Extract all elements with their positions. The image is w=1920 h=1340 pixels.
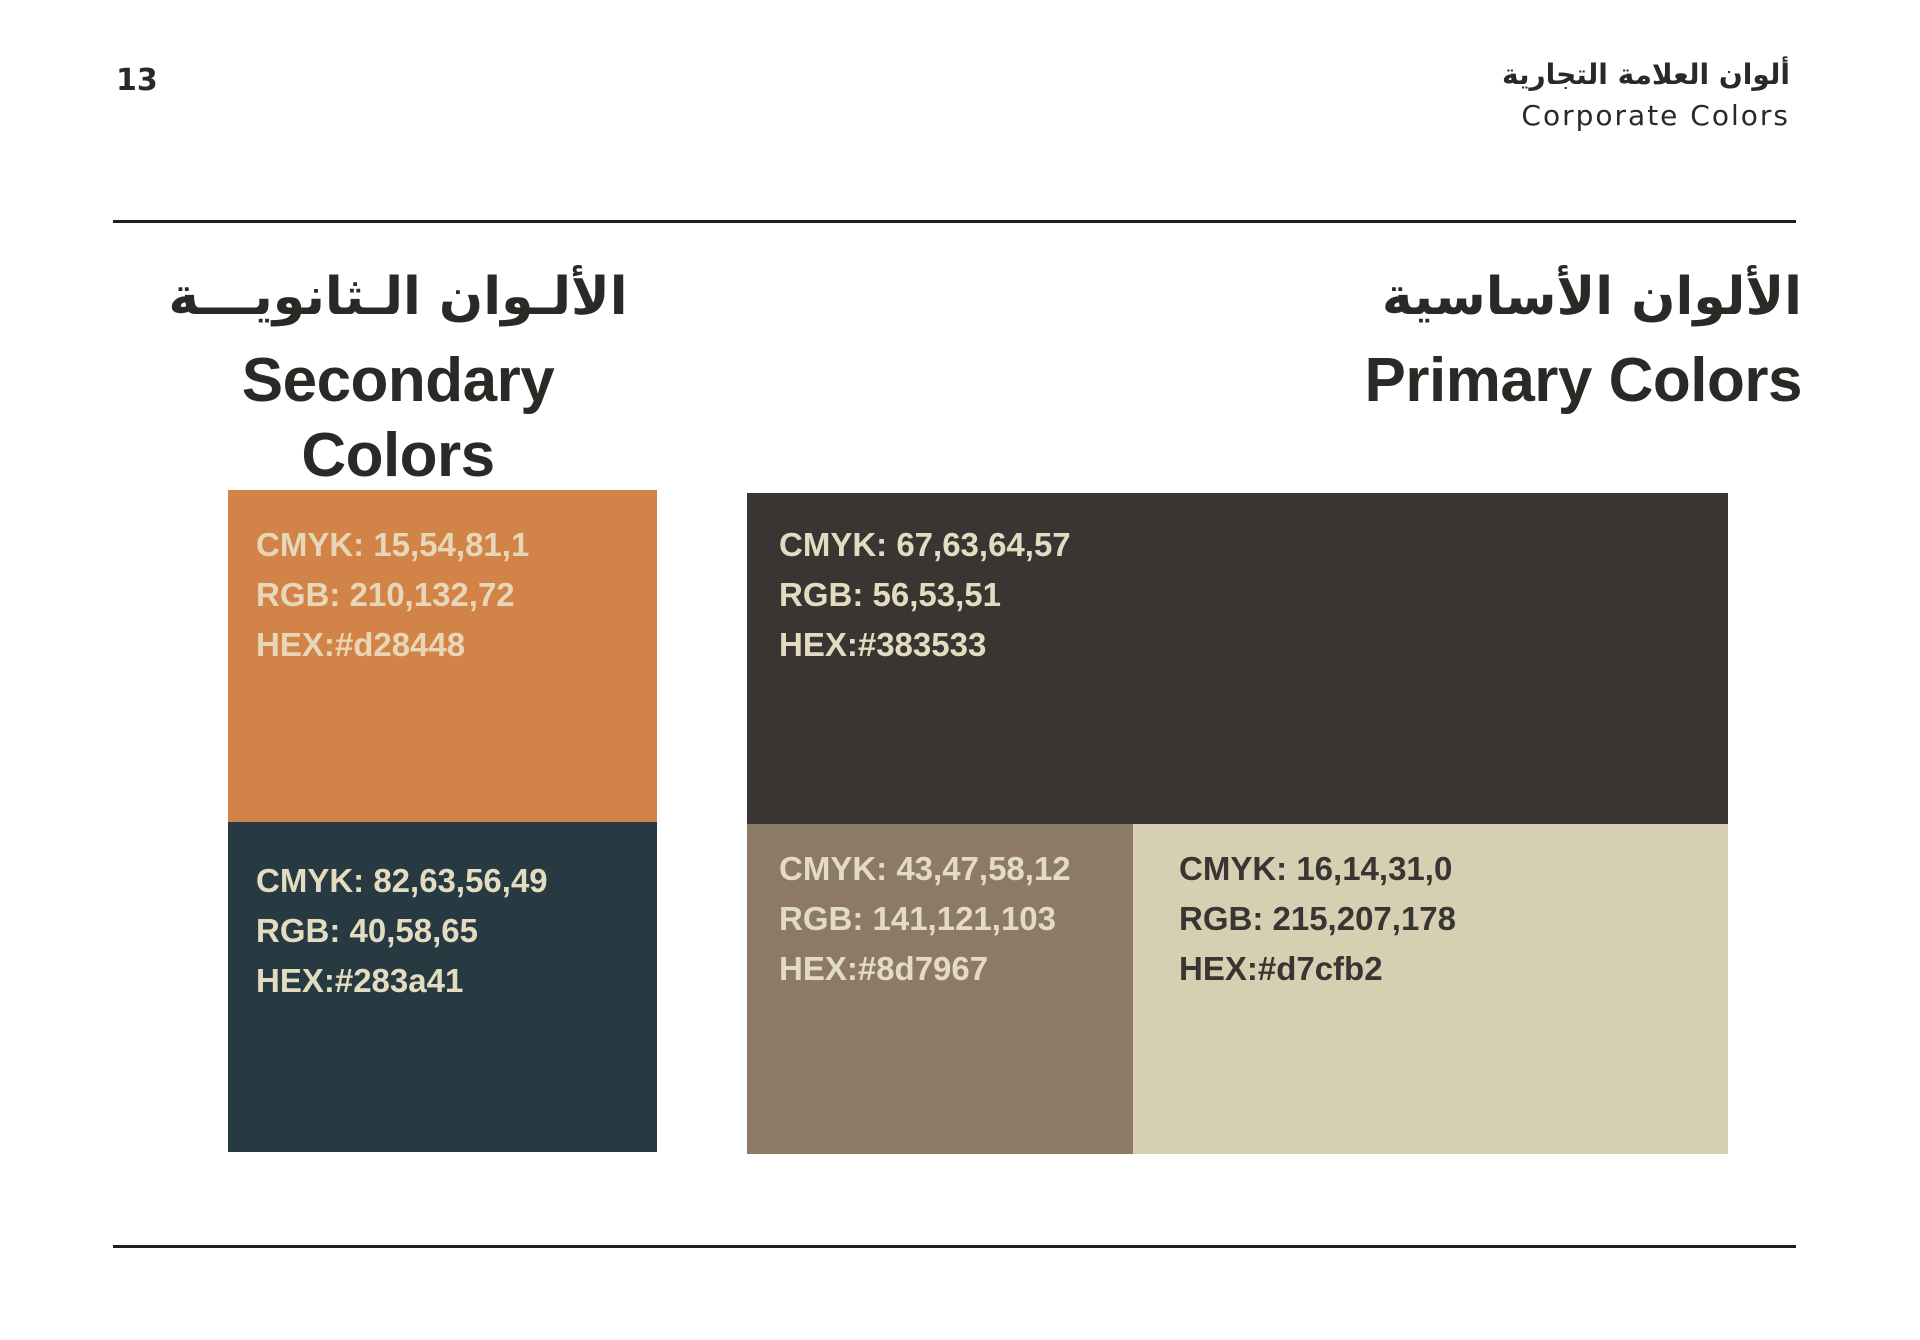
bottom-divider	[113, 1245, 1796, 1248]
secondary-title-arabic: الألـوان الـثانويـــة	[168, 267, 628, 327]
swatch-hex: HEX:#383533	[779, 626, 987, 663]
swatch-hex: HEX:#8d7967	[779, 950, 989, 987]
swatch-cmyk: CMYK: 16,14,31,0	[1179, 850, 1453, 887]
color-swatch-orange	[228, 490, 657, 822]
swatch-hex: HEX:#d7cfb2	[1179, 950, 1383, 987]
swatch-cmyk: CMYK: 15,54,81,1	[256, 526, 530, 563]
color-swatch-taupe	[747, 824, 1133, 1154]
swatch-rgb: RGB: 141,121,103	[779, 900, 1057, 937]
primary-title-english: Primary Colors	[1364, 346, 1802, 416]
swatch-rgb: RGB: 56,53,51	[779, 576, 1001, 613]
swatch-cmyk: CMYK: 82,63,56,49	[256, 862, 548, 899]
primary-title-arabic: الألوان الأساسية	[1381, 267, 1802, 327]
page-number: 13	[116, 63, 158, 98]
secondary-colors-heading	[148, 266, 648, 493]
page-header	[1502, 58, 1790, 134]
swatch-cmyk: CMYK: 43,47,58,12	[779, 850, 1071, 887]
swatch-rgb: RGB: 215,207,178	[1179, 900, 1457, 937]
top-divider	[113, 220, 1796, 223]
color-swatch-cream	[1133, 824, 1728, 1154]
header-title-english: Corporate Colors	[1521, 98, 1790, 132]
swatch-cmyk: CMYK: 67,63,64,57	[779, 526, 1071, 563]
primary-colors-heading	[1342, 266, 1802, 419]
swatch-hex: HEX:#283a41	[256, 962, 464, 999]
swatch-hex: HEX:#d28448	[256, 626, 466, 663]
swatch-rgb: RGB: 40,58,65	[256, 912, 478, 949]
secondary-title-english: Secondary Colors	[241, 346, 555, 490]
header-title-arabic: ألوان العلامة التجارية	[1502, 58, 1790, 91]
color-swatch-navy	[228, 822, 657, 1152]
color-swatch-dark-brown	[747, 493, 1728, 824]
swatch-rgb: RGB: 210,132,72	[256, 576, 515, 613]
